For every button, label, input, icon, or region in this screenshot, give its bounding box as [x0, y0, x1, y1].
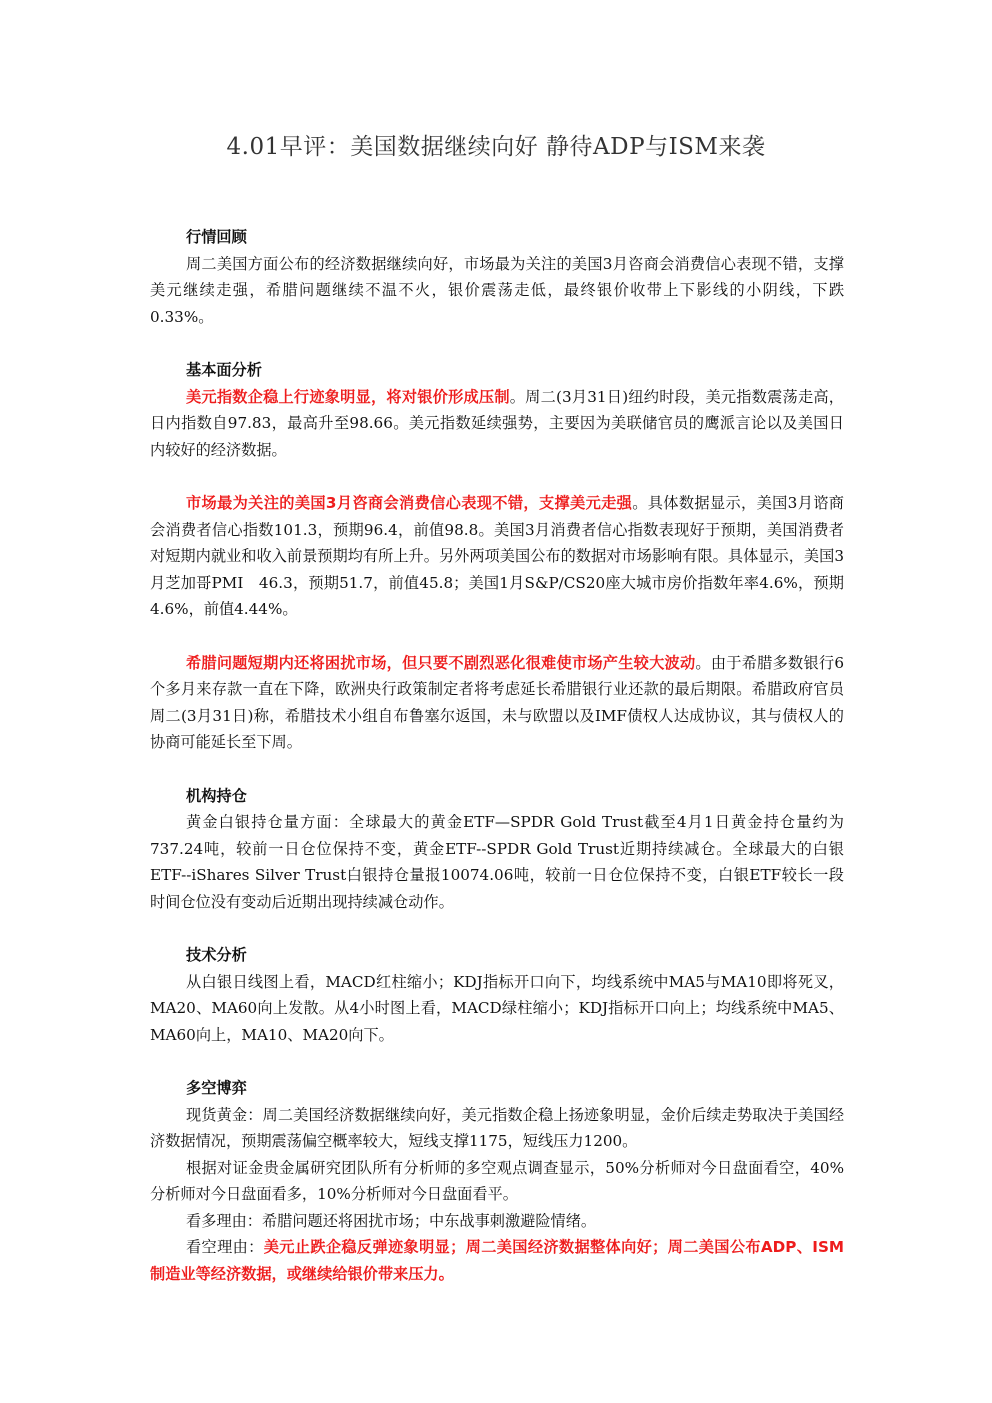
section-positions — [150, 783, 844, 916]
emphasis-text: 希腊问题短期内还将困扰市场，但只要不剧烈恶化很难使市场产生较大波动 — [186, 653, 696, 672]
fundamental-paragraph-1 — [150, 384, 844, 464]
spacer — [150, 915, 844, 942]
emphasis-text: 市场最为关注的美国3月咨商会消费信心表现不错，支撑美元走强 — [186, 494, 633, 512]
body-text: 。具体数据显示，美国3月谘商会消费者信心指数101.3，预期96.4，前值98.8。美国3月消费者信心指数表现好于预期，美国消费者对短期内就业和收入前景预期均有所上升。另外两项美国公布的数据对市场影响有限。具体显示，美国3月芝加哥PMI 46.3，预期51.7，前值45.8；美国1月S&P/CS20座大城市房价指数年率4.6%，预期4.6%，前值4.44%。 — [150, 494, 844, 618]
section-heading-fundamental: 基本面分析 — [186, 361, 262, 379]
emphasis-text: 美元止跌企稳反弹迹象明显；周二美国经济数据整体向好；周二美国公布ADP、ISM制造业等经济数据，或继续给银价带来压力。 — [150, 1238, 845, 1283]
page-title: 4.01早评：美国数据继续向好 静待ADP与ISM来袭 — [226, 134, 766, 160]
section-heading-positions: 机构持仓 — [186, 786, 247, 805]
technical-paragraph: 从白银日线图上看，MACD红柱缩小；KDJ指标开口向下，均线系统中MA5与MA10即将死叉，MA20、MA60向上发散。从4小时图上看，MACD绿柱缩小；KDJ指标开口向上；均线系统中MA5、MA60向上，MA10、MA20向下。 — [150, 972, 844, 1044]
section-heading-market-review: 行情回顾 — [186, 228, 247, 246]
section-heading-long-short: 多空博弈 — [186, 1079, 247, 1097]
fundamental-paragraph-2 — [150, 490, 844, 623]
long-short-paragraph-4 — [150, 1234, 844, 1287]
spacer — [150, 623, 844, 650]
document-body — [150, 224, 844, 1287]
spacer — [150, 463, 844, 490]
section-heading-technical: 技术分析 — [186, 946, 247, 964]
emphasis-text: 美元指数企稳上行迹象明显，将对银价形成压制 — [186, 387, 510, 406]
positions-paragraph: 黄金白银持仓量方面：全球最大的黄金ETF—SPDR Gold Trust截至4月1日黄金持仓量约为737.24吨，较前一日仓位保持不变，黄金ETF--SPDR Gold Trust近期持续减仓。全球最大的白银ETF--iShares Silver Trust白银持仓量报10074.06吨，较前一日仓位保持不变，白银ETF较长一段时间仓位没有变动后近期出现持续减仓动作。 — [150, 813, 844, 911]
spacer — [150, 1048, 844, 1075]
market-review-paragraph: 周二美国方面公布的经济数据继续向好，市场最为关注的美国3月咨商会消费信心表现不错，支撑美元继续走强，希腊问题继续不温不火，银价震荡走低，最终银价收带上下影线的小阴线，下跌0.33%。 — [150, 254, 844, 326]
long-short-paragraph-2: 根据对证金贵金属研究团队所有分析师的多空观点调查显示，50%分析师对今日盘面看空，40%分析师对今日盘面看多，10%分析师对今日盘面看平。 — [150, 1158, 844, 1203]
section-market-review — [150, 224, 844, 330]
spacer — [150, 330, 844, 357]
long-short-paragraph-3: 看多理由：希腊问题还将困扰市场；中东战事刺激避险情绪。 — [186, 1211, 597, 1230]
fundamental-paragraph-3 — [150, 650, 844, 756]
spacer — [150, 756, 844, 783]
section-fundamental — [150, 357, 844, 756]
section-long-short — [150, 1075, 844, 1287]
body-text: 。周二(3月31日)纽约时段，美元指数震荡走高，日内指数自97.83，最高升至98.66。美元指数延续强势，主要因为美联储官员的鹰派言论以及美国日内较好的经济数据。 — [150, 387, 844, 459]
section-technical — [150, 942, 844, 1048]
long-short-paragraph-1: 现货黄金：周二美国经济数据继续向好，美元指数企稳上扬迹象明显，金价后续走势取决于美国经济数据情况，预期震荡偏空概率较大，短线支撑1175，短线压力1200。 — [150, 1105, 844, 1150]
body-text: 看空理由： — [186, 1238, 264, 1256]
body-text: 。由于希腊多数银行6个多月来存款一直在下降，欧洲央行政策制定者将考虑延长希腊银行业还款的最后期限。希腊政府官员周二(3月31日)称，希腊技术小组自布鲁塞尔返国，未与欧盟以及IMF债权人达成协议，其与债权人的协商可能延长至下周。 — [150, 653, 844, 751]
